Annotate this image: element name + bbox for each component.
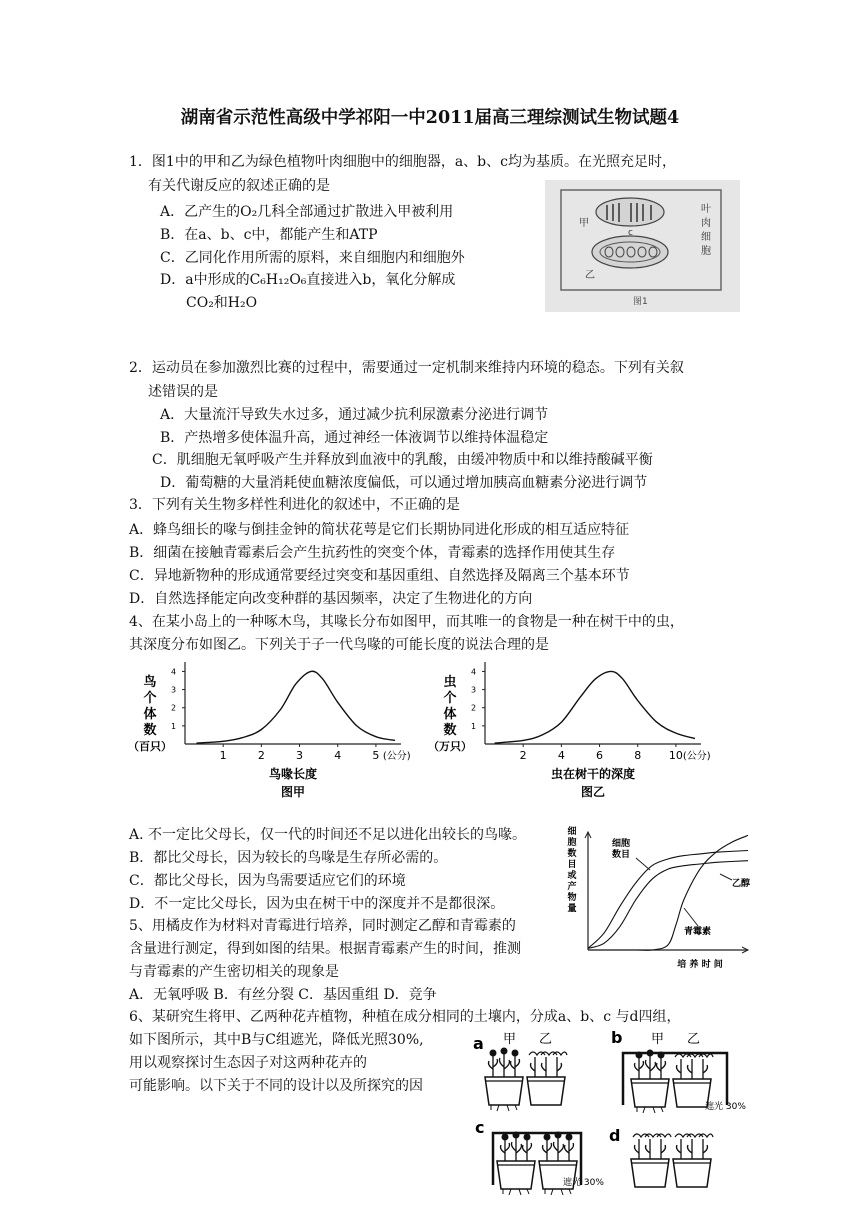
q3-option-c: C．异地新物种的形成通常要经过突变和基因重组、自然选择及隔离三个基本环节	[129, 568, 630, 584]
q4-option-c: C．都比父母长，因为鸟需要适应它们的环境	[129, 873, 406, 889]
q6-stem-line3: 用以观察探讨生态因子对这两种花卉的	[129, 1055, 367, 1071]
chart-jia-title: 图甲	[280, 785, 306, 799]
culture-curve-ethanol	[588, 861, 751, 949]
culture-ylabel-7: 物	[567, 893, 577, 903]
q2-option-d: D．葡萄糖的大量消耗使血糖浓度偏低，可以通过增加胰高血糖素分泌进行调节	[160, 475, 648, 491]
chart-yi-ylabel-3: 体	[443, 707, 457, 722]
group-b-label: b	[611, 1028, 623, 1047]
chart-jia-ytick-label: 1	[171, 721, 177, 731]
fig1-side-1: 叶	[701, 204, 711, 215]
chart-yi-xtick-label: 4	[557, 749, 565, 762]
q5-stem-line3: 与青霉素的产生密切相关的现象是	[129, 964, 339, 980]
culture-label-cells-2: 数目	[612, 850, 631, 860]
culture-ylabel-1: 细	[567, 827, 577, 837]
chart-jia	[128, 660, 428, 805]
group-d-label: d	[609, 1126, 621, 1145]
q1-stem-line1: 1．图1中的甲和乙为绿色植物叶肉细胞中的细胞器，a、b、c均为基质。在光照充足时，	[129, 154, 676, 170]
page-title: 湖南省示范性高级中学祁阳一中2011届高三理综测试生物试题4	[180, 108, 680, 128]
shade-label-c: 遮光 30%	[563, 1178, 604, 1188]
chart-yi-xtick-label: 8	[634, 749, 642, 762]
chart-yi-title: 图乙	[580, 785, 606, 799]
chart-jia-curve	[196, 671, 395, 743]
chart-yi-ytick-label: 2	[471, 703, 477, 713]
q4-option-d: D．不一定比父母长，因为虫在树干中的深度并不是都很深。	[129, 896, 505, 912]
q6-stem-line4: 可能影响。以下关于不同的设计以及所探究的因	[129, 1078, 423, 1094]
group-c-label: c	[475, 1118, 485, 1137]
fig1-side-2: 肉	[701, 218, 711, 229]
chart-jia-x-unit: (公分)	[382, 751, 411, 762]
chart-jia-ytick-label: 4	[171, 667, 177, 677]
chart-jia-xtick-label: 1	[219, 749, 227, 762]
chart-yi-plot	[471, 662, 711, 762]
fig1-label-jia: 甲	[579, 218, 589, 229]
fig1-label-c: c	[628, 228, 633, 238]
q2-stem-line2: 述错误的是	[148, 384, 218, 400]
fig1-label-yi: 乙	[585, 270, 595, 281]
chart-jia-ylabel-1: 鸟	[143, 675, 157, 690]
group-b-jia: 甲	[651, 1032, 665, 1047]
chart-jia-ylabel-2: 个	[143, 691, 157, 706]
q3-stem: 3．下列有关生物多样性利进化的叙述中，不正确的是	[129, 497, 460, 513]
chart-jia-xlabel: 鸟喙长度	[268, 767, 318, 781]
q4-option-a: A. 不一定比父母长，仅一代的时间还不足以进化出较长的鸟喙。	[129, 827, 527, 843]
q4-stem-line1: 4、在某小岛上的一种啄木鸟，其喙长分布如图甲，而其唯一的食物是一种在树干中的虫，	[129, 614, 684, 630]
q1-stem-line2: 有关代谢反应的叙述正确的是	[148, 178, 330, 194]
pot-d-1	[631, 1134, 671, 1187]
chart-yi	[428, 660, 728, 805]
chart-jia-ytick-label: 2	[171, 703, 177, 713]
culture-ylabel-2: 胞	[567, 838, 577, 848]
q1-option-d-line2: CO₂和H₂O	[186, 295, 258, 311]
chart-yi-ylabel-1: 虫	[443, 675, 457, 690]
chart-yi-curve	[495, 671, 695, 743]
q3-option-d: D．自然选择能定向改变种群的基因频率，决定了生物进化的方向	[129, 591, 533, 607]
culture-ylabel-3: 数	[567, 849, 577, 859]
chart-yi-xtick-label: 10	[668, 749, 683, 762]
pot-b-jia	[631, 1050, 669, 1114]
pot-a-jia	[485, 1048, 523, 1112]
pot-d-2	[673, 1134, 713, 1187]
figure-1-cell	[545, 180, 740, 312]
fig1-side-3: 细	[701, 232, 711, 243]
chart-yi-xtick-label: 2	[519, 749, 527, 762]
culture-ylabel-4: 目	[567, 860, 577, 870]
q2-option-b: B．产热增多使体温升高，通过神经一体液调节以维持体温稳定	[160, 430, 549, 446]
chart-jia-xtick-label: 5	[372, 749, 380, 762]
fig1-caption: 图1	[633, 297, 648, 307]
culture-label-ethanol: 乙醇	[732, 879, 751, 889]
chart-jia-ylabel-5: （百只）	[128, 740, 172, 753]
chart-yi-xlabel: 虫在树干的深度	[550, 767, 636, 781]
q6-stem-line1: 6、某研究生将甲、乙两种花卉植物，种植在成分相同的土壤内，分成a、b、c 与d四组，	[129, 1009, 681, 1025]
chart-jia-plot	[171, 662, 411, 762]
chart-jia-ytick-label: 3	[171, 685, 177, 695]
culture-label-cells-1: 细胞	[612, 839, 631, 849]
q1-option-b: B．在a、b、c中，都能产生和ATP	[160, 227, 378, 243]
chart-yi-xtick-label: 6	[596, 749, 604, 762]
culture-ylabel-6: 产	[567, 882, 577, 892]
group-a-jia: 甲	[503, 1032, 517, 1047]
culture-label-penicillin: 青霉素	[684, 927, 712, 937]
chart-yi-x-unit: (公分)	[682, 751, 711, 762]
q2-option-c: C．肌细胞无氧呼吸产生并释放到血液中的乳酸，由缓冲物质中和以维持酸碱平衡	[152, 452, 653, 468]
q1-option-d-line1: D．a中形成的C₆H₁₂O₆直接进入b，氧化分解成	[160, 272, 456, 288]
pot-c-1	[497, 1132, 535, 1196]
fig1-side-4: 胞	[701, 246, 711, 257]
chart-jia-xtick-label: 4	[334, 749, 342, 762]
group-b-yi: 乙	[687, 1032, 701, 1047]
q2-option-a: A．大量流汗导致失水过多，通过减少抗利尿激素分泌进行调节	[160, 407, 549, 423]
shade-label-b: 遮光 30%	[705, 1102, 746, 1112]
q6-stem-line2: 如下图所示，其中B与C组遮光，降低光照30%,	[129, 1032, 424, 1048]
chart-yi-ytick-label: 3	[471, 685, 477, 695]
q3-option-a: A．蜂鸟细长的喙与倒挂金钟的简状花萼是它们长期协同进化形成的相互适应特征	[129, 522, 630, 538]
q1-option-a: A．乙产生的O₂几科全部通过扩散进入甲被利用	[160, 204, 454, 220]
q5-stem-line2: 含量进行测定，得到如图的结果。根据青霉素产生的时间，推测	[129, 941, 521, 957]
chart-yi-ytick-label: 1	[471, 721, 477, 731]
q5-options: A．无氧呼吸 B．有丝分裂 C．基因重组 D．竞争	[129, 987, 437, 1003]
chart-yi-ytick-label: 4	[471, 667, 477, 677]
chart-yi-ylabel-2: 个	[443, 691, 457, 706]
chloroplast-jia	[596, 198, 664, 226]
q4-option-b: B．都比父母长，因为较长的鸟喙是生存所必需的。	[129, 850, 448, 866]
q4-stem-line2: 其深度分布如图乙。下列关于子一代鸟喙的可能长度的说法合理的是	[129, 637, 549, 653]
culture-ylabel-8: 量	[567, 904, 577, 914]
pot-a-yi	[527, 1052, 567, 1105]
q3-option-b: B．细菌在接触青霉素后会产生抗药性的突变个体，青霉素的选择作用使其生存	[129, 545, 616, 561]
figure-pots	[465, 1025, 765, 1216]
culture-plot	[585, 832, 751, 953]
q5-stem-line1: 5、用橘皮作为材料对青霉进行培养，同时测定乙醇和青霉素的	[129, 918, 516, 934]
chart-jia-ylabel-3: 体	[143, 707, 157, 722]
group-a-label: a	[473, 1034, 484, 1053]
group-a-yi: 乙	[539, 1032, 553, 1047]
q2-stem-line1: 2．运动员在参加激烈比赛的过程中，需要通过一定机制来维持内环境的稳态。下列有关叙	[129, 360, 684, 376]
culture-xlabel: 培 养 时 间	[677, 960, 723, 970]
chart-yi-ylabel-5: （万只）	[428, 740, 472, 753]
q1-option-c: C．乙同化作用所需的原料，来自细胞内和细胞外	[160, 250, 465, 266]
chart-culture	[560, 822, 760, 974]
pot-b-yi	[673, 1054, 713, 1107]
culture-curve-cells	[588, 851, 751, 949]
chart-yi-ylabel-4: 数	[443, 723, 457, 738]
chart-jia-xtick-label: 2	[257, 749, 265, 762]
culture-ylabel-5: 或	[567, 871, 577, 881]
chart-jia-ylabel-4: 数	[143, 723, 157, 738]
chart-jia-xtick-label: 3	[296, 749, 304, 762]
